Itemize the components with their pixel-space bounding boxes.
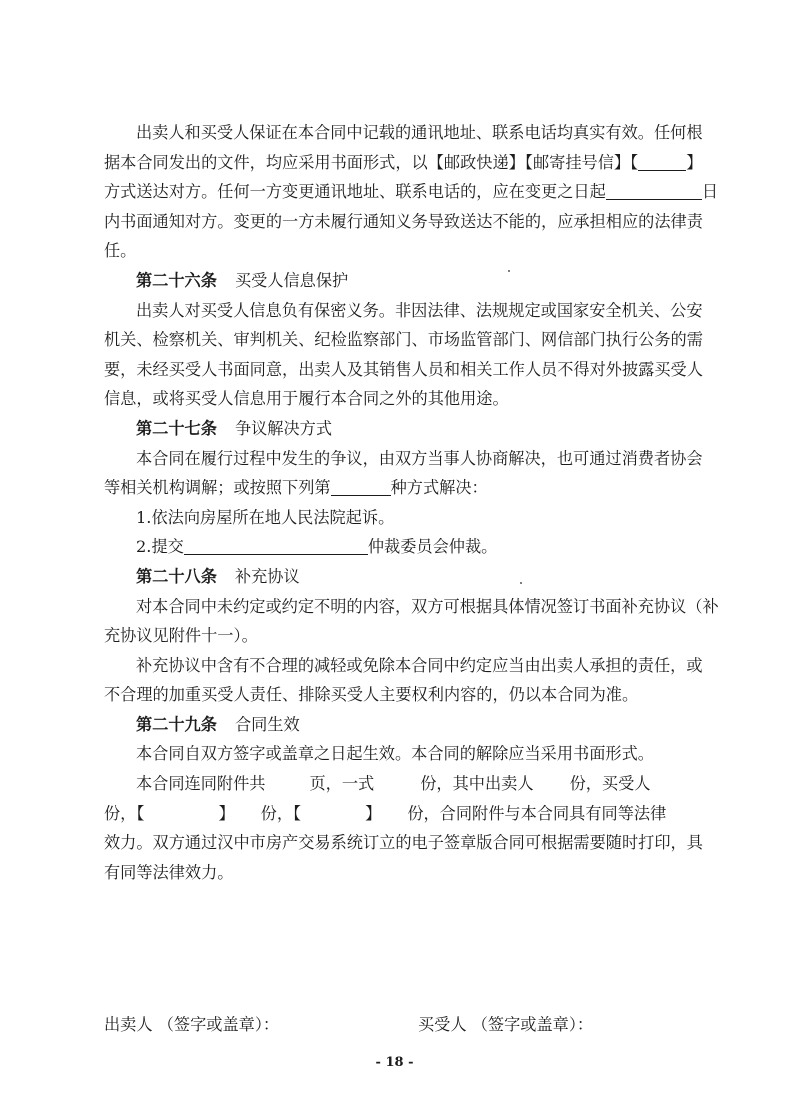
article-27-heading: 第二十七条 争议解决方式: [136, 418, 333, 438]
article-27-option-1: 1.依法向房屋所在地人民法院起诉。: [136, 507, 395, 527]
notice-line-3: 方式送达对方。任何一方变更通讯地址、联系电话的，应在变更之日起 日: [104, 182, 718, 202]
article-29-heading: 第二十九条 合同生效: [136, 714, 300, 734]
article-27-option-2: 2.提交 仲裁委员会仲裁。: [136, 537, 498, 557]
article-28-line-3: 补充协议中含有不合理的减轻或免除本合同中约定应当由出卖人承担的责任，或: [136, 655, 703, 675]
seller-signature: 出卖人 （签字或盖章）：: [104, 1015, 280, 1034]
article-26-line-1: 出卖人对买受人信息负有保密义务。非因法律、法规规定或国家安全机关、公安: [136, 300, 703, 320]
buyer-signature: 买受人 （签字或盖章）：: [418, 1015, 594, 1034]
delivery-method-blank: [638, 153, 686, 171]
scan-speck: [508, 270, 510, 272]
article-26-line-3: 要，未经买受人书面同意，出卖人及其销售人员和相关工作人员不得对外披露买受人: [104, 359, 703, 379]
article-28-line-4: 不合理的加重买受人责任、排除买受人主要权利内容的，仍以本合同为准。: [104, 685, 639, 705]
article-28-line-2: 充协议见附件十一）。: [104, 626, 258, 646]
scan-speck: [520, 582, 522, 584]
article-29-line-4: 效力。双方通过汉中市房产交易系统订立的电子签章版合同可根据需要随时打印，具: [104, 833, 703, 853]
article-26-heading: 第二十六条 买受人信息保护: [136, 270, 349, 290]
contract-body: [104, 118, 719, 887]
article-29-line-1: 本合同自双方签字或盖章之日起生效。本合同的解除应当采用书面形式。: [136, 744, 654, 764]
page-number: - 18 -: [375, 1055, 414, 1070]
article-27-line-1: 本合同在履行过程中发生的争议，由双方当事人协商解决，也可通过消费者协会: [136, 448, 703, 468]
article-29-line-3: 份，【 】 份，【 】 份，合同附件与本合同具有同等法律: [104, 803, 667, 823]
article-26-line-2: 机关、检察机关、审判机关、纪检监察部门、市场监管部门、网信部门执行公务的需: [104, 330, 703, 350]
article-28-line-1: 对本合同中未约定或约定不明的内容，双方可根据具体情况签订书面补充协议（补: [136, 596, 719, 616]
article-28-heading: 第二十八条 补充协议: [136, 566, 300, 586]
days-blank: [606, 182, 702, 200]
article-29-line-2: 本合同连同附件共 页，一式 份，其中出卖人 份，买受人: [136, 774, 651, 794]
notice-line-2: 据本合同发出的文件，均应采用书面形式，以【邮政快递】【邮寄挂号信】【 】: [104, 152, 703, 172]
notice-line-5: 任。: [104, 241, 137, 261]
article-27-line-2: 等相关机构调解；或按照下列第 种方式解决：: [104, 478, 488, 498]
article-29-line-5: 有同等法律效力。: [104, 862, 234, 882]
method-number-blank: [331, 478, 391, 496]
notice-line-1: 出卖人和买受人保证在本合同中记载的通讯地址、联系电话均真实有效。任何根: [136, 123, 703, 142]
arbitration-committee-blank: [184, 537, 368, 555]
article-26-line-4: 信息，或将买受人信息用于履行本合同之外的其他用途。: [104, 389, 509, 409]
notice-line-4: 内书面通知对方。变更的一方未履行通知义务导致送达不能的，应承担相应的法律责: [104, 211, 703, 231]
